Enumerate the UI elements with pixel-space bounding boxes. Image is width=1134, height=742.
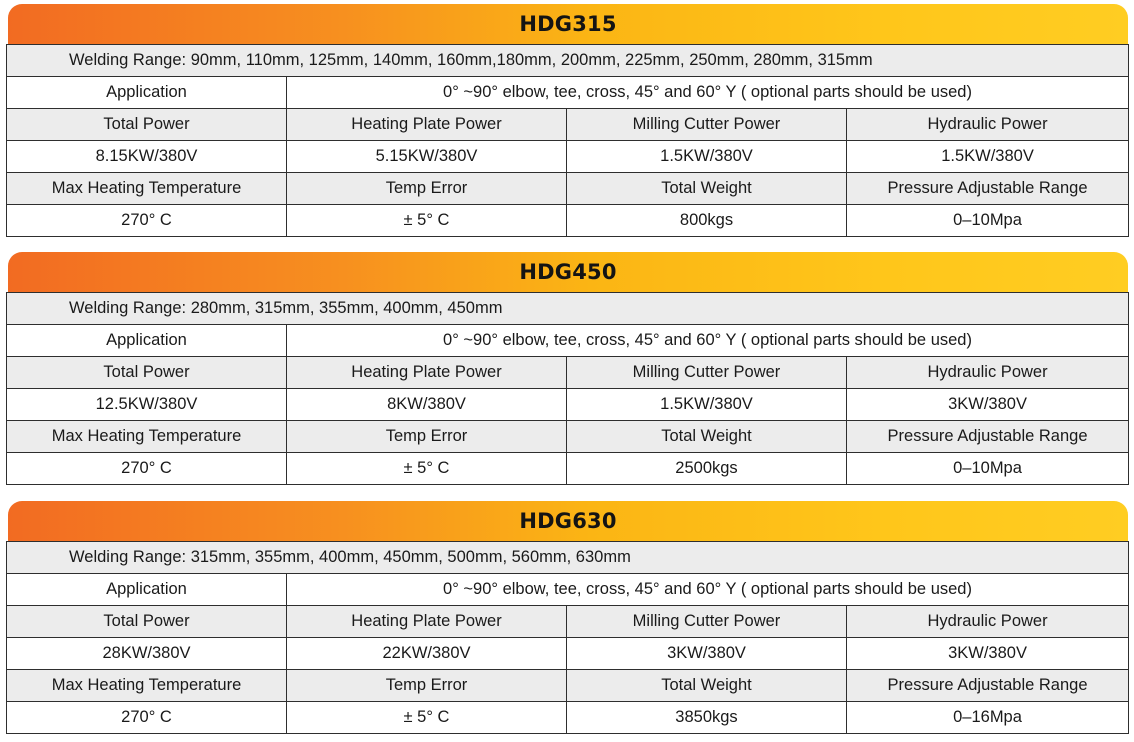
spec-label: Heating Plate Power bbox=[287, 606, 567, 638]
spec-label: Pressure Adjustable Range bbox=[847, 173, 1129, 205]
spec-label: Total Weight bbox=[567, 173, 847, 205]
spec-label: Milling Cutter Power bbox=[567, 109, 847, 141]
spec-value: 0–10Mpa bbox=[847, 205, 1129, 237]
power-label-row bbox=[7, 606, 1129, 638]
application-label: Application bbox=[7, 325, 287, 357]
spec-label: Max Heating Temperature bbox=[7, 670, 287, 702]
spec-value: 3KW/380V bbox=[847, 638, 1129, 670]
spec-label: Temp Error bbox=[287, 421, 567, 453]
application-value: 0° ~90° elbow, tee, cross, 45° and 60° Y ( optional parts should be used) bbox=[287, 574, 1129, 606]
application-row bbox=[7, 325, 1129, 357]
spec-value: 22KW/380V bbox=[287, 638, 567, 670]
spec-block-hdg450 bbox=[6, 252, 1128, 485]
misc-label-row bbox=[7, 421, 1129, 453]
power-label-row bbox=[7, 109, 1129, 141]
misc-label-row bbox=[7, 173, 1129, 205]
welding-range-row bbox=[7, 293, 1129, 325]
spec-value: 1.5KW/380V bbox=[567, 141, 847, 173]
spec-value: 3KW/380V bbox=[847, 389, 1129, 421]
spec-label: Hydraulic Power bbox=[847, 606, 1129, 638]
application-label: Application bbox=[7, 574, 287, 606]
spec-label: Temp Error bbox=[287, 173, 567, 205]
spec-block-hdg315 bbox=[6, 4, 1128, 237]
spec-value: 0–16Mpa bbox=[847, 702, 1129, 734]
model-title: HDG315 bbox=[519, 12, 617, 36]
spec-value: 270° C bbox=[7, 453, 287, 485]
spec-value: 270° C bbox=[7, 702, 287, 734]
misc-label-row bbox=[7, 670, 1129, 702]
spec-label: Milling Cutter Power bbox=[567, 606, 847, 638]
welding-range-row bbox=[7, 45, 1129, 77]
spec-value: 8KW/380V bbox=[287, 389, 567, 421]
spec-value: 28KW/380V bbox=[7, 638, 287, 670]
spec-label: Hydraulic Power bbox=[847, 109, 1129, 141]
spec-value: 8.15KW/380V bbox=[7, 141, 287, 173]
spec-label: Pressure Adjustable Range bbox=[847, 670, 1129, 702]
spec-table bbox=[6, 541, 1129, 734]
spec-value: 1.5KW/380V bbox=[567, 389, 847, 421]
model-title: HDG630 bbox=[519, 509, 617, 533]
spec-value: 2500kgs bbox=[567, 453, 847, 485]
welding-range: Welding Range: 90mm, 110mm, 125mm, 140mm, 160mm,180mm, 200mm, 225mm, 250mm, 280mm, 315mm bbox=[7, 45, 1129, 77]
spec-value: 1.5KW/380V bbox=[847, 141, 1129, 173]
power-value-row bbox=[7, 389, 1129, 421]
spec-value: ± 5° C bbox=[287, 702, 567, 734]
spec-label: Hydraulic Power bbox=[847, 357, 1129, 389]
welding-range-row bbox=[7, 542, 1129, 574]
welding-range: Welding Range: 280mm, 315mm, 355mm, 400mm, 450mm bbox=[7, 293, 1129, 325]
spec-label: Heating Plate Power bbox=[287, 109, 567, 141]
model-header bbox=[8, 501, 1128, 541]
spec-label: Total Power bbox=[7, 109, 287, 141]
spec-label: Total Power bbox=[7, 357, 287, 389]
misc-value-row bbox=[7, 453, 1129, 485]
spec-label: Total Weight bbox=[567, 670, 847, 702]
spec-label: Pressure Adjustable Range bbox=[847, 421, 1129, 453]
spec-table bbox=[6, 292, 1129, 485]
spec-table bbox=[6, 44, 1129, 237]
application-row bbox=[7, 77, 1129, 109]
power-label-row bbox=[7, 357, 1129, 389]
spec-value: 800kgs bbox=[567, 205, 847, 237]
spec-label: Milling Cutter Power bbox=[567, 357, 847, 389]
spec-label: Max Heating Temperature bbox=[7, 421, 287, 453]
application-label: Application bbox=[7, 77, 287, 109]
spec-label: Temp Error bbox=[287, 670, 567, 702]
spec-value: 3850kgs bbox=[567, 702, 847, 734]
misc-value-row bbox=[7, 205, 1129, 237]
model-header bbox=[8, 4, 1128, 44]
spec-value: 3KW/380V bbox=[567, 638, 847, 670]
spec-label: Max Heating Temperature bbox=[7, 173, 287, 205]
model-title: HDG450 bbox=[519, 260, 617, 284]
model-header bbox=[8, 252, 1128, 292]
spec-label: Total Weight bbox=[567, 421, 847, 453]
spec-label: Heating Plate Power bbox=[287, 357, 567, 389]
application-value: 0° ~90° elbow, tee, cross, 45° and 60° Y ( optional parts should be used) bbox=[287, 77, 1129, 109]
spec-value: 270° C bbox=[7, 205, 287, 237]
application-row bbox=[7, 574, 1129, 606]
spec-value: ± 5° C bbox=[287, 453, 567, 485]
spec-value: 12.5KW/380V bbox=[7, 389, 287, 421]
spec-value: 5.15KW/380V bbox=[287, 141, 567, 173]
spec-value: 0–10Mpa bbox=[847, 453, 1129, 485]
power-value-row bbox=[7, 141, 1129, 173]
application-value: 0° ~90° elbow, tee, cross, 45° and 60° Y ( optional parts should be used) bbox=[287, 325, 1129, 357]
power-value-row bbox=[7, 638, 1129, 670]
spec-block-hdg630 bbox=[6, 501, 1128, 734]
spec-label: Total Power bbox=[7, 606, 287, 638]
welding-range: Welding Range: 315mm, 355mm, 400mm, 450mm, 500mm, 560mm, 630mm bbox=[7, 542, 1129, 574]
spec-value: ± 5° C bbox=[287, 205, 567, 237]
misc-value-row bbox=[7, 702, 1129, 734]
